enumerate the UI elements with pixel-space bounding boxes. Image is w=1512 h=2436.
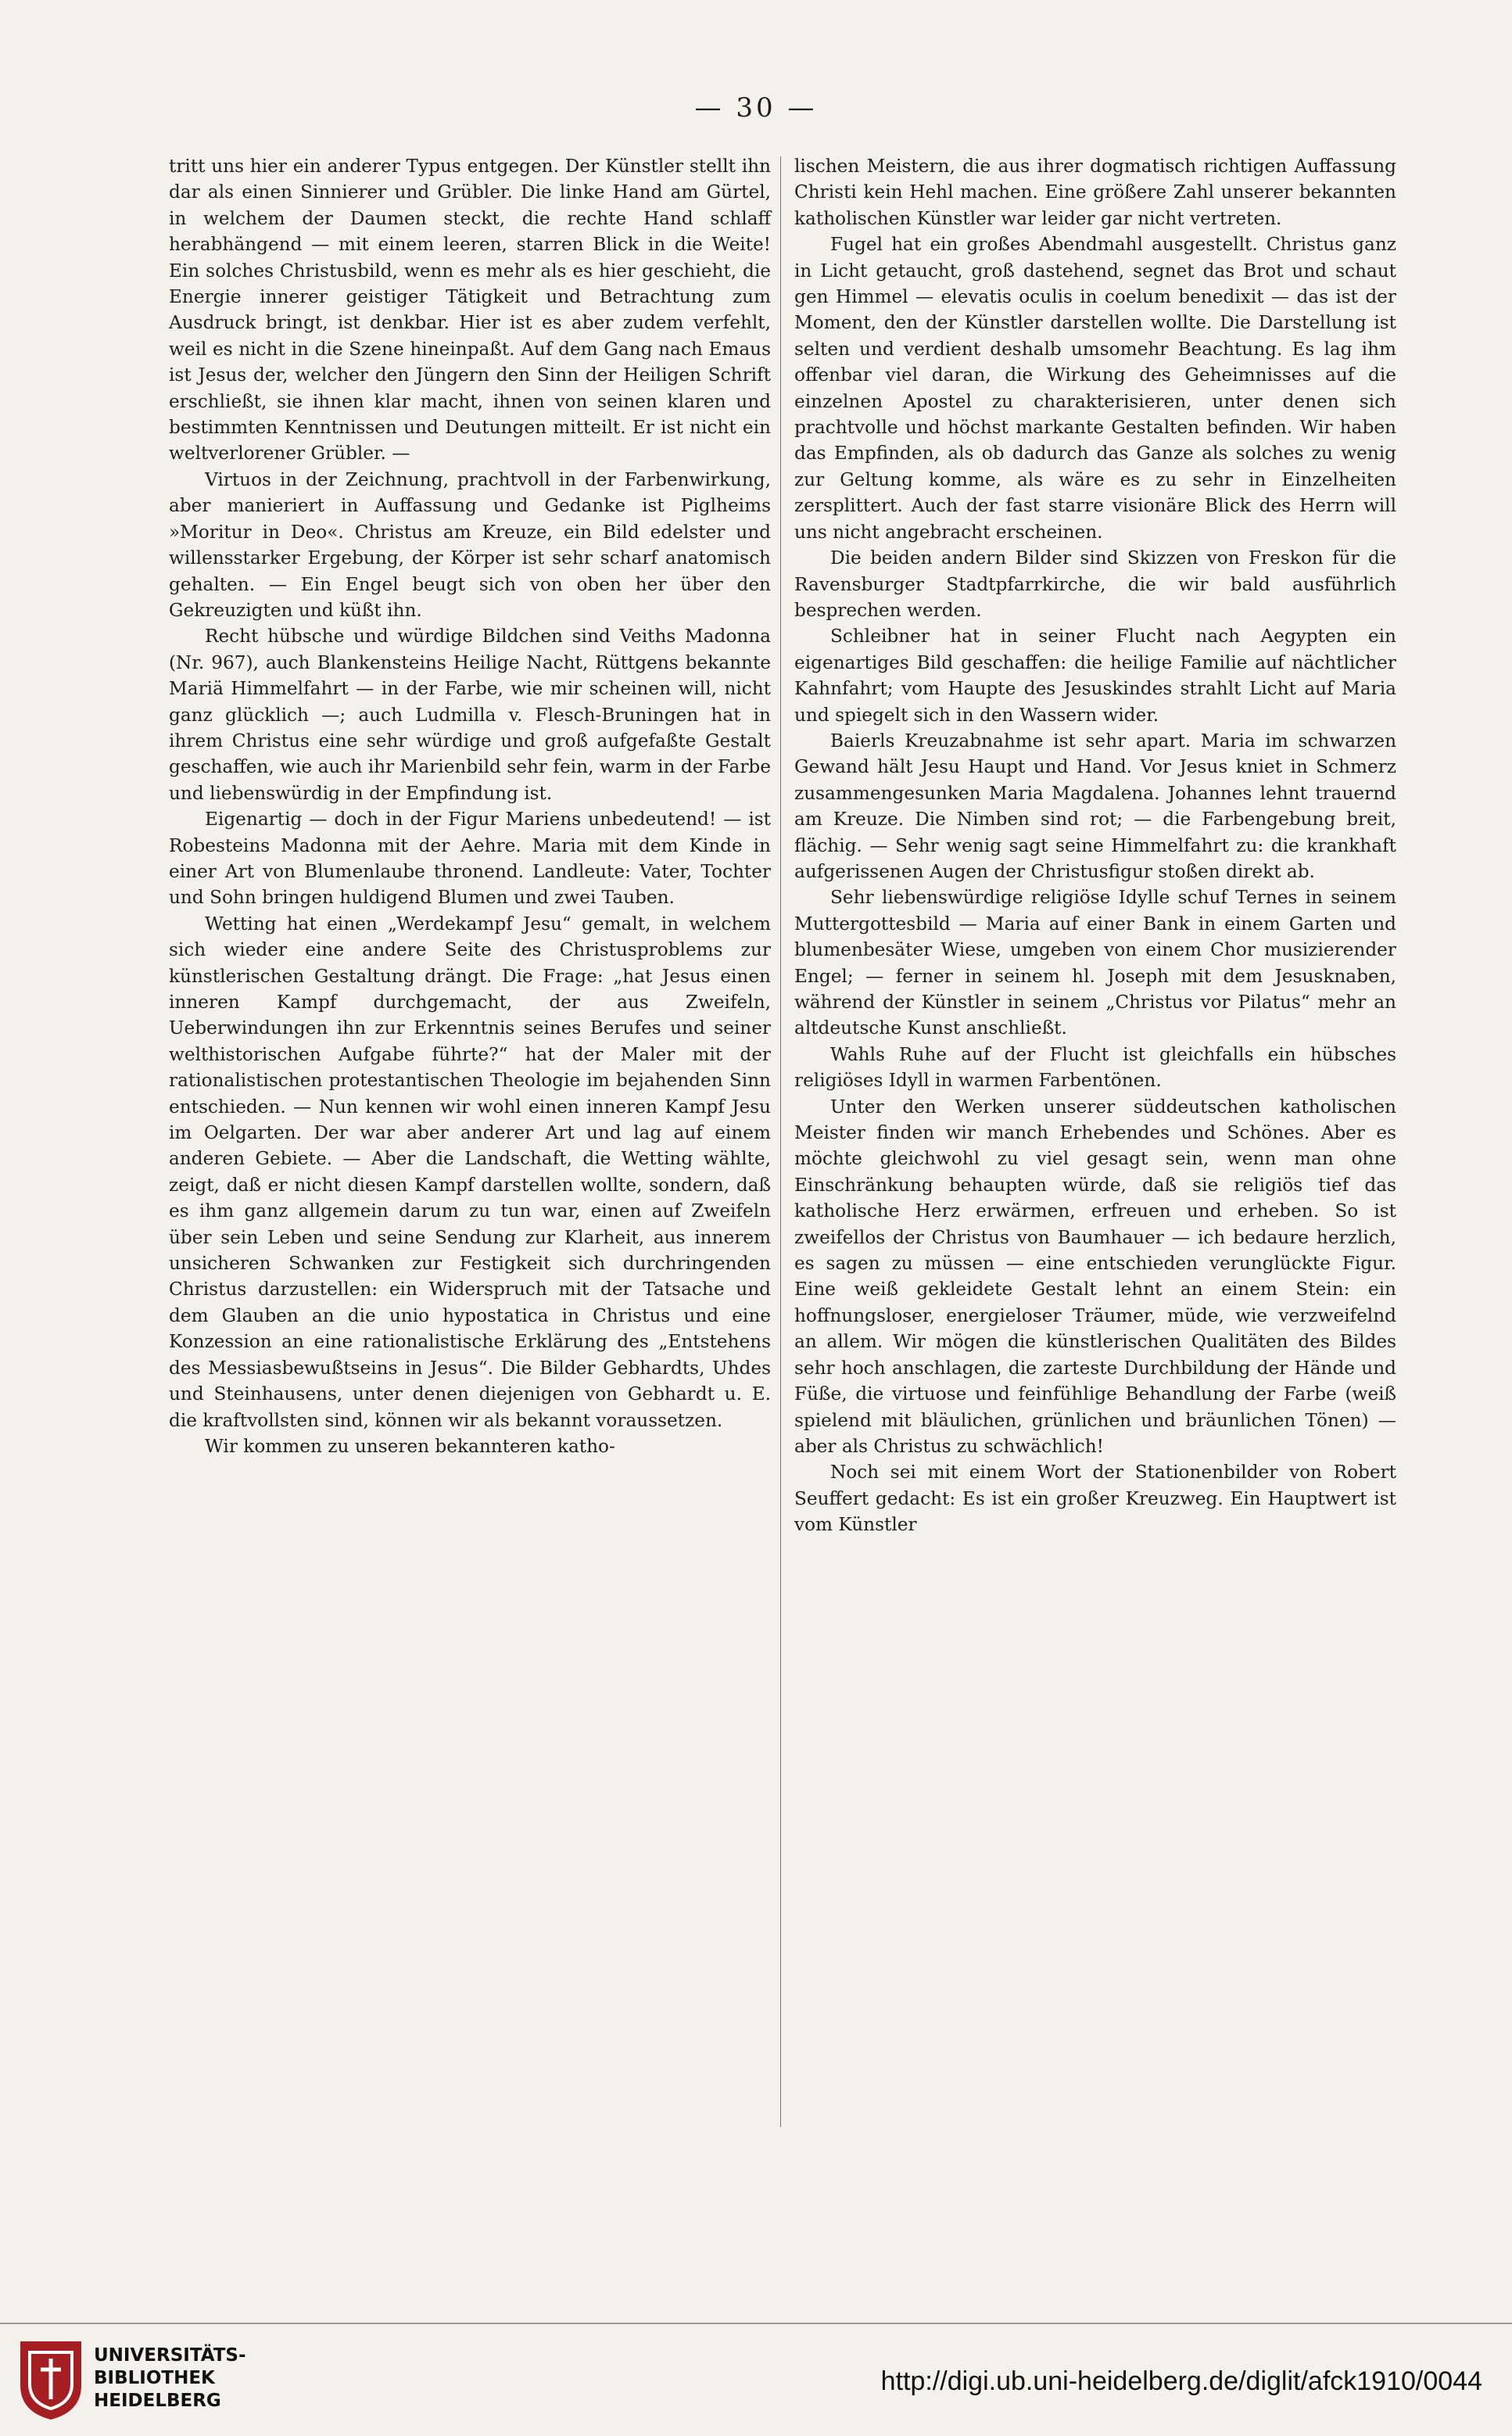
library-name-line: HEIDELBERG [94, 2391, 221, 2411]
library-name [94, 2345, 246, 2413]
text-column-right [794, 153, 1396, 1538]
paragraph: Die beiden andern Bilder sind Skizzen von Freskon für die Ravensburger Stadtpfarrkirche, die wir bald ausführlich besprechen werden. [794, 547, 1396, 621]
paragraph: Wir kommen zu unseren bekannteren katho- [205, 1435, 615, 1457]
text-column-left [169, 153, 771, 1459]
paragraph: Unter den Werken unserer süddeutschen katholischen Meister finden wir manch Erhebendes und Schönes. Aber es möchte gleichwohl zu viel gesagt sein, wenn man ohne Einschränkung behaupten würde, daß sie religiös tief das katholische Herz erwärmen, erfreuen und erheben. So ist zweifellos der Christus von Baumhauer — ich bedaure herzlich, es sagen zu müssen — eine entschieden verunglückte Figur. Eine weiß gekleidete Gestalt lehnt an einem Stein: ein hoffnungsloser, energieloser Träumer, müde, wie verzweifelnd an allem. Wir mögen die künstlerischen Qualitäten des Bildes sehr hoch anschlagen, die zarteste Durchbildung der Hände und Füße, die virtuose und feinfühlige Behandlung der Farbe (weiß spielend mit bläulichen, grünlichen und bräunlichen Tönen) — aber als Christus zu schwächlich! [794, 1096, 1396, 1457]
library-name-line: BIBLIOTHEK [94, 2368, 215, 2388]
paragraph: Wahls Ruhe auf der Flucht ist gleichfalls ein hübsches religiöses Idyll in warmen Farbentönen. [794, 1043, 1396, 1092]
page-number: — 30 — [694, 92, 818, 124]
paragraph: Wetting hat einen „Werdekampf Jesu“ gemalt, in welchem sich wieder eine andere Seite des Christusproblems zur künstlerischen Gestaltung drängt. Die Frage: „hat Jesus einen inneren Kampf durchgemacht, der aus Zweifeln, Ueberwindungen ihn zur Erkenntnis seines Berufes und seiner welthistorischen Aufgabe führte?“ hat der Maler mit der rationalistischen protestantischen Theologie im bejahenden Sinn entschieden. — Nun kennen wir wohl einen inneren Kampf Jesu im Oelgarten. Der war aber anderer Art und lag auf einem anderen Gebiete. — Aber die Landschaft, die Wetting wählte, zeigt, daß er nicht diesen Kampf darstellen wollte, sondern, daß es ihm ganz allgemein darum zu tun war, einen auf Zweifeln über sein Leben und seine Sendung zur Klarheit, aus innerem unsicheren Schwanken zur Festigkeit sich durchringenden Christus darzustellen: ein Widerspruch mit der Tatsache und dem Glauben an die unio hypostatica in Christus und eine Konzession an eine rationalistische Erklärung des „Entstehens des Messiasbewußtseins in Jesus“. Die Bilder Gebhardts, Uhdes und Steinhausens, unter denen diejenigen von Gebhardt u. E. die kraftvollsten sind, können wir als bekannt voraussetzen. [169, 913, 771, 1431]
paragraph: Eigenartig — doch in der Figur Mariens unbedeutend! — ist Robesteins Madonna mit der Aehre. Maria mit dem Kinde in einer Art von Blumenlaube thronend. Landleute: Vater, Tochter und Sohn bringen huldigend Blumen und zwei Tauben. [169, 809, 771, 909]
paragraph: Sehr liebenswürdige religiöse Idylle schuf Ternes in seinem Muttergottesbild — Maria auf einer Bank in einem Garten und blumenbesäter Wiese, umgeben von einem Chor musizierender Engel; — ferner in seinem hl. Joseph mit dem Jesusknaben, während der Künstler in seinem „Christus vor Pilatus“ mehr an altdeutsche Kunst anschließt. [794, 887, 1396, 1039]
paragraph: Baierls Kreuzabnahme ist sehr apart. Maria im schwarzen Gewand hält Jesu Haupt und Hand. Vor Jesus kniet in Schmerz zusammengesunken Maria Magdalena. Johannes lehnt trauernd am Kreuze. Die Nimben sind rot; — die Farbengebung breit, flächig. — Sehr wenig sagt seine Himmelfahrt zu: die krankhaft aufgerissenen Augen der Christusfigur stoßen direkt ab. [794, 730, 1396, 882]
paragraph: Noch sei mit einem Wort der Stationenbilder von Robert Seuffert gedacht: Es ist ein großer Kreuzweg. Ein Hauptwert ist vom Künstler [794, 1462, 1396, 1536]
paragraph: lischen Meistern, die aus ihrer dogmatisch richtigen Auffassung Christi kein Hehl machen. Eine größere Zahl unserer bekannten katholischen Künstler war leider gar nicht vertreten. [794, 156, 1396, 229]
paragraph: Recht hübsche und würdige Bildchen sind Veiths Madonna (Nr. 967), auch Blankensteins Heilige Nacht, Rüttgens bekannte Mariä Himmelfahrt — in der Farbe, wie mir scheinen will, nicht ganz glücklich —; auch Ludmilla v. Flesch-Bruningen hat in ihrem Christus eine sehr würdige und groß aufgefaßte Gestalt geschaffen, wie auch ihr Marienbild sehr fein, warm in der Farbe und liebenswürdig in der Empfindung ist. [169, 626, 771, 804]
library-name-line: UNIVERSITÄTS- [94, 2345, 246, 2366]
paragraph: Schleibner hat in seiner Flucht nach Aegypten ein eigenartiges Bild geschaffen: die heilige Familie auf nächtlicher Kahnfahrt; vom Haupte des Jesuskindes strahlt Licht auf Maria und spiegelt sich in den Wassern wider. [794, 626, 1396, 726]
paragraph: Virtuos in der Zeichnung, prachtvoll in der Farbenwirkung, aber manieriert in Auffassung und Gedanke ist Piglheims »Moritur in Deo«. Christus am Kreuze, ein Bild edelster und willensstarker Ergebung, der Körper ist sehr scharf anatomisch gehalten. — Ein Engel beugt sich von oben her über den Gekreuzigten und küßt ihn. [169, 468, 771, 621]
paragraph: tritt uns hier ein anderer Typus entgegen. Der Künstler stellt ihn dar als einen Sinnierer und Grübler. Die linke Hand am Gürtel, in welchem der Daumen steckt, die rechte Hand schlaff herabhängend — mit einem leeren, starren Blick in die Weite! Ein solches Christusbild, wenn es mehr als es hier geschieht, die Energie innerer geistiger Tätigkeit und Betrachtung zum Ausdruck bringt, ist denkbar. Hier ist es aber zudem verfehlt, weil es nicht in die Szene hineinpaßt. Auf dem Gang nach Emaus ist Jesus der, welcher den Jüngern den Sinn der Heiligen Schrift erschließt, sie ihnen klar macht, ihnen von seinen klaren und bestimmten Kenntnissen und Deutungen mitteilt. Er ist nicht ein weltverlorener Grübler. — [169, 156, 771, 465]
paragraph: Fugel hat ein großes Abendmahl ausgestellt. Christus ganz in Licht getaucht, groß dastehend, segnet das Brot und schaut gen Himmel — elevatis oculis in coelum benedixit — das ist der Moment, den der Künstler darstellen wollte. Die Darstellung ist selten und verdient deshalb umsomehr Beachtung. Es lag ihm offenbar viel daran, die Wirkung des Geheimnisses auf die einzelnen Apostel zu charakterisieren, unter denen sich prachtvolle und höchst markante Gestalten befinden. Wir haben das Empfinden, als ob dadurch das Ganze als solches zu wenig zur Geltung komme, als wäre es zu sehr in Einzelheiten zersplittert. Auch der fast starre visionäre Blick des Herrn will uns nicht angebracht erscheinen. [794, 234, 1396, 543]
column-divider [780, 156, 781, 2127]
heidelberg-seal-icon [14, 2337, 88, 2423]
footer-divider [0, 2323, 1512, 2324]
source-url-link[interactable]: http://digi.ub.uni-heidelberg.de/diglit/afck1910/0044 [880, 2366, 1482, 2396]
